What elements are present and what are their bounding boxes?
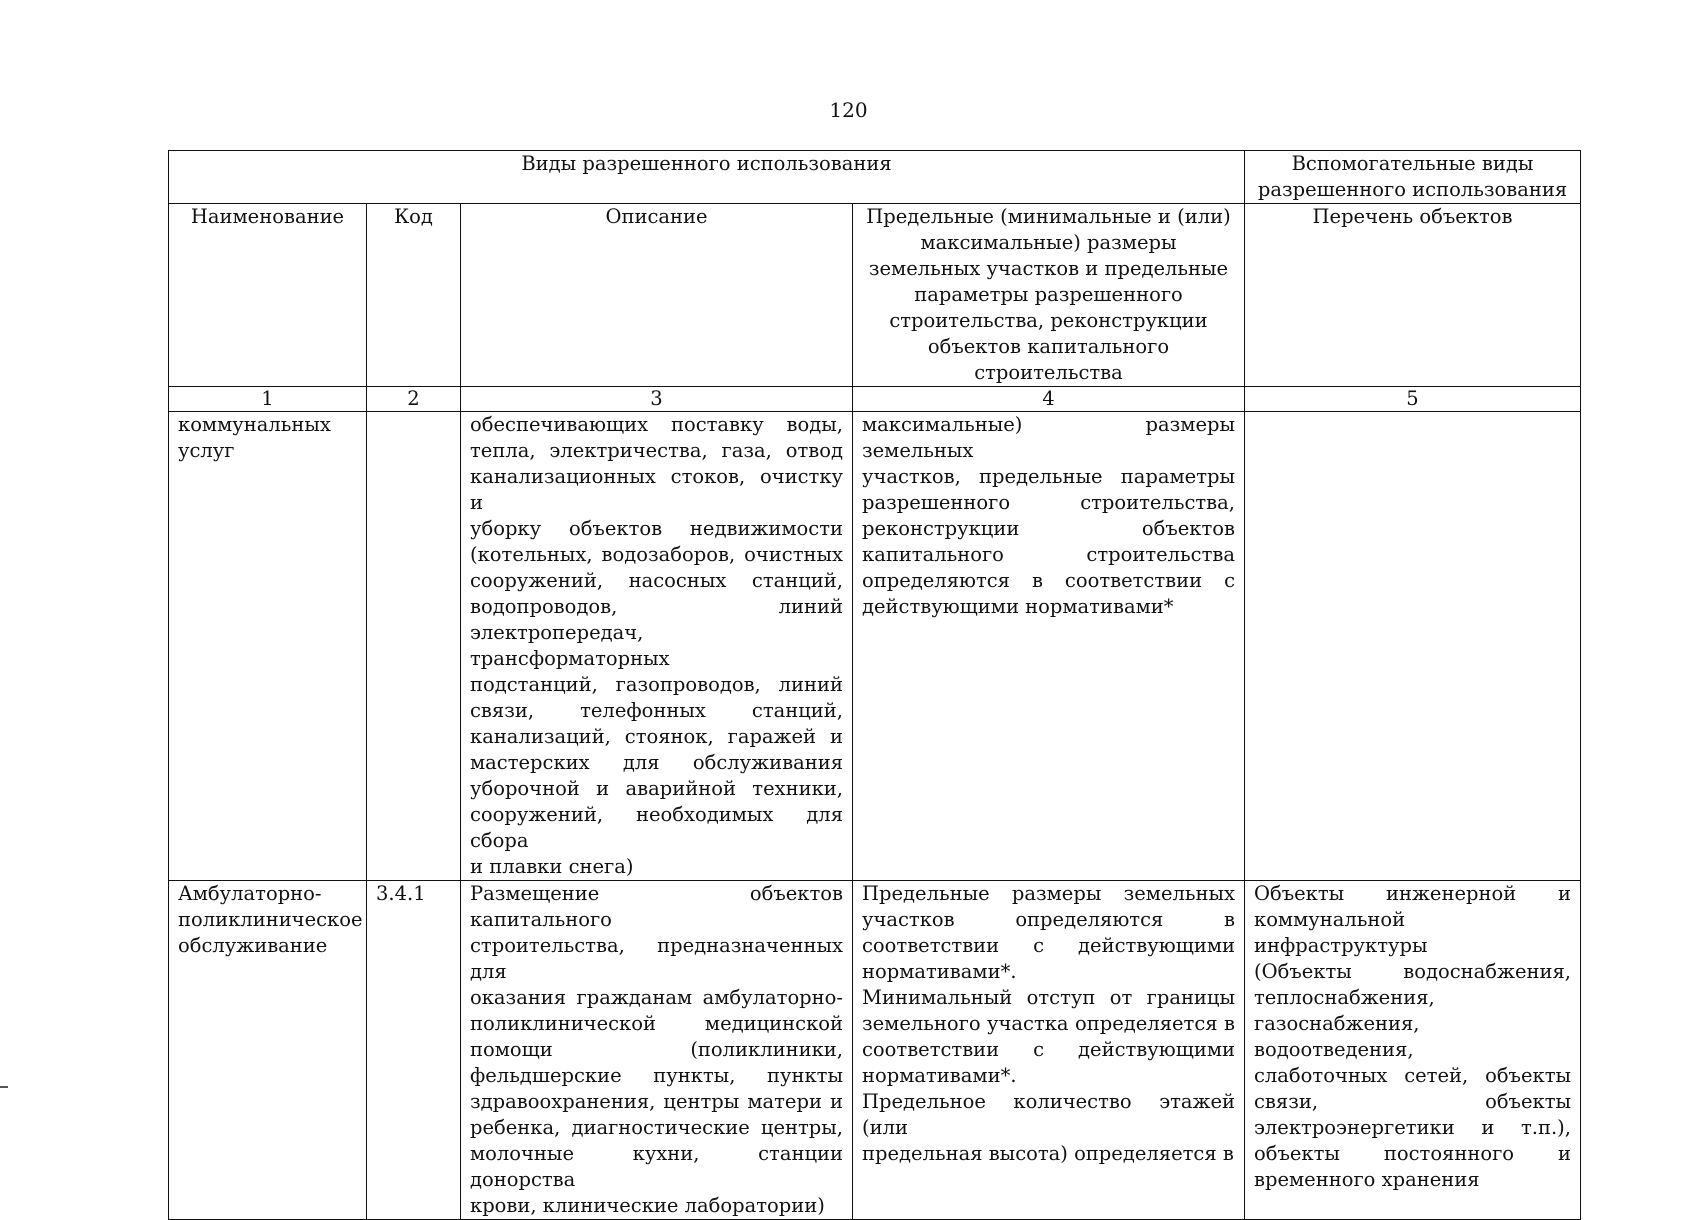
cell-text-line: оказания гражданам амбулаторно- xyxy=(470,986,843,1009)
cell-text-line: поликлиническое xyxy=(178,908,363,931)
main-uses-header: Виды разрешенного использования xyxy=(169,151,1245,204)
cell-text-line: помощи (поликлиники, xyxy=(470,1038,843,1061)
table-row xyxy=(169,412,1581,881)
margin-mark xyxy=(0,1086,8,1088)
cell-text-line: временного хранения xyxy=(1254,1168,1480,1191)
cell-text-line: (котельных, водозаборов, очистных xyxy=(470,543,843,566)
cell-text-line: мастерских для обслуживания xyxy=(470,751,843,774)
cell-text-line: сооружений, насосных станций, xyxy=(470,569,843,592)
cell-text-line: подстанций, газопроводов, линий xyxy=(470,673,843,696)
cell-text-line: участков определяются в xyxy=(862,908,1235,931)
cell-text-line: земельного участка определяется в xyxy=(862,1012,1235,1035)
cell-text-line: уборочной и аварийной техники, xyxy=(470,777,843,800)
column-header-name: Наименование xyxy=(169,204,367,387)
cell-text-line: фельдшерские пункты, пункты xyxy=(470,1064,843,1087)
cell-name xyxy=(169,412,367,881)
cell-text-line: обслуживание xyxy=(178,934,328,957)
cell-text-line: нормативами*. xyxy=(862,960,1017,983)
column-number-row xyxy=(169,387,1581,412)
cell-description xyxy=(461,881,853,1220)
cell-objects xyxy=(1245,881,1581,1220)
cell-description xyxy=(461,412,853,881)
cell-text-line: (Объекты водоснабжения, xyxy=(1254,960,1571,983)
auxiliary-uses-header: Вспомогательные виды разрешенного использования xyxy=(1245,151,1581,204)
cell-text-line: канализационных стоков, очистку и xyxy=(470,465,843,514)
cell-text-line: тепла, электричества, газа, отвод xyxy=(470,439,843,462)
cell-text-line: соответствии с действующими xyxy=(862,934,1235,957)
cell-text-line: Объекты инженерной и xyxy=(1254,882,1571,905)
column-number: 3 xyxy=(461,387,853,412)
cell-text-line: соответствии с действующими xyxy=(862,1038,1235,1061)
cell-text-line: капитального строительства xyxy=(862,543,1235,566)
column-number: 4 xyxy=(853,387,1245,412)
cell-text-line: связи, объекты xyxy=(1254,1090,1571,1113)
cell-text-line: действующими нормативами* xyxy=(862,595,1174,618)
cell-text-line: Предельные размеры земельных xyxy=(862,882,1235,905)
cell-text-line: уборку объектов недвижимости xyxy=(470,517,843,540)
column-number: 1 xyxy=(169,387,367,412)
cell-text-line: участков, предельные параметры xyxy=(862,465,1235,488)
cell-text-line: электропередач, трансформаторных xyxy=(470,621,670,670)
cell-text-line: поликлинической медицинской xyxy=(470,1012,843,1035)
cell-text-line: Предельное количество этажей (или xyxy=(862,1090,1235,1139)
cell-text-line: Размещение объектов капитального xyxy=(470,882,843,931)
cell-code xyxy=(367,412,461,881)
cell-name xyxy=(169,881,367,1220)
cell-limits xyxy=(853,412,1245,881)
column-header-row xyxy=(169,204,1581,387)
cell-text-line: реконструкции объектов xyxy=(862,517,1235,540)
page-number: 120 xyxy=(829,98,868,122)
cell-text-line: ребенка, диагностические центры, xyxy=(470,1116,843,1139)
cell-text-line: услуг xyxy=(178,439,235,462)
column-header-description: Описание xyxy=(461,204,853,387)
cell-text-line: сооружений, необходимых для сбора xyxy=(470,803,843,852)
column-header-limits: Предельные (минимальные и (или) максимальные) размеры земельных участков и предельные параметры разрешенного строительства, реконструкции объектов капитального строительства xyxy=(853,204,1245,387)
cell-text-line: теплоснабжения, xyxy=(1254,986,1435,1009)
table-row xyxy=(169,881,1581,1220)
column-number: 2 xyxy=(367,387,461,412)
cell-text-line: электроэнергетики и т.п.), xyxy=(1254,1116,1571,1139)
group-header-row xyxy=(169,151,1581,204)
cell-text-line: предельная высота) определяется в xyxy=(862,1142,1234,1165)
cell-text-line: Амбулаторно- xyxy=(178,882,322,905)
cell-text-line: коммунальных xyxy=(178,413,331,436)
cell-text-line: обеспечивающих поставку воды, xyxy=(470,413,843,436)
column-header-code: Код xyxy=(367,204,461,387)
cell-text-line: канализаций, стоянок, гаражей и xyxy=(470,725,843,748)
cell-text-line: нормативами*. xyxy=(862,1064,1017,1087)
cell-text-line: Минимальный отступ от границы xyxy=(862,986,1235,1009)
cell-text-line: слаботочных сетей, объекты xyxy=(1254,1064,1571,1087)
cell-text-line: объекты постоянного и xyxy=(1254,1142,1571,1165)
land-use-table xyxy=(168,150,1581,1220)
cell-text-line: крови, клинические лаборатории) xyxy=(470,1194,825,1217)
cell-code: 3.4.1 xyxy=(367,881,461,1220)
cell-text-line: коммунальной инфраструктуры xyxy=(1254,908,1428,957)
column-number: 5 xyxy=(1245,387,1581,412)
cell-text-line: максимальные) размеры земельных xyxy=(862,413,1235,462)
cell-text-line: связи, телефонных станций, xyxy=(470,699,843,722)
column-header-objects: Перечень объектов xyxy=(1245,204,1581,387)
cell-objects xyxy=(1245,412,1581,881)
cell-text-line: определяются в соответствии с xyxy=(862,569,1235,592)
cell-text-line: газоснабжения, водоотведения, xyxy=(1254,1012,1420,1061)
cell-text-line: строительства, предназначенных для xyxy=(470,934,843,983)
cell-text-line: здравоохранения, центры матери и xyxy=(470,1090,843,1113)
cell-text-line: молочные кухни, станции донорства xyxy=(470,1142,843,1191)
cell-text-line: разрешенного строительства, xyxy=(862,491,1235,514)
cell-text-line: и плавки снега) xyxy=(470,855,634,878)
cell-limits xyxy=(853,881,1245,1220)
cell-text-line: водопроводов, линий xyxy=(470,595,843,618)
